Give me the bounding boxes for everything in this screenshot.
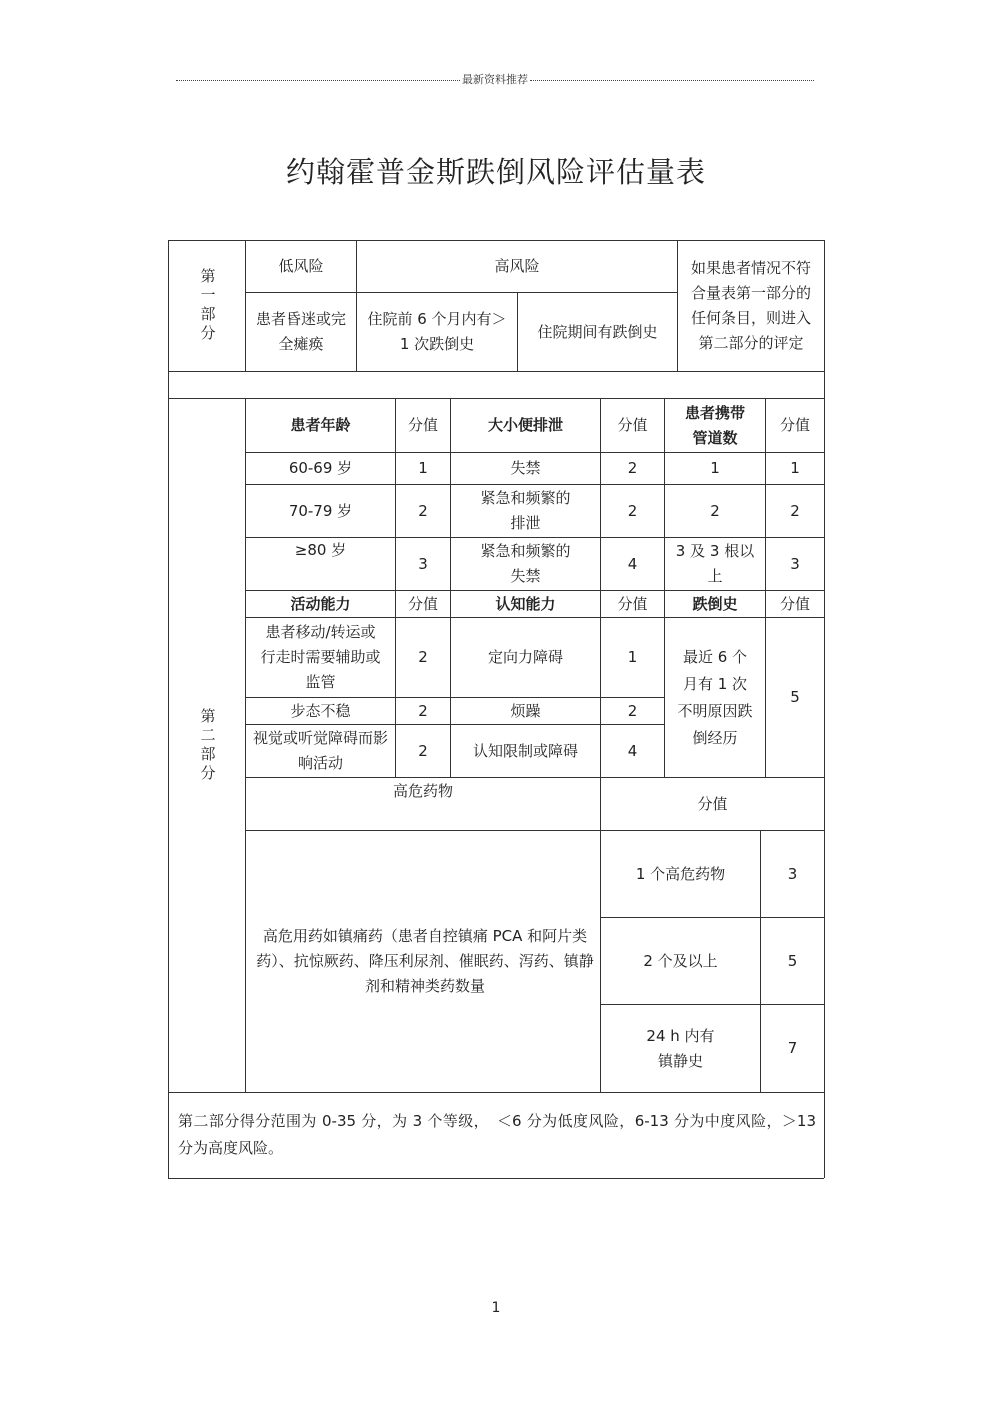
tubes-cell: 3 及 3 根以上: [675, 542, 755, 585]
age-cell: 70-79 岁: [288, 501, 353, 520]
header-fall-history: 跌倒史: [692, 594, 738, 613]
header-score: 分值: [779, 416, 810, 434]
header-tubes: 患者携带管道数: [684, 403, 745, 447]
header-score: 分值: [779, 594, 810, 613]
score-cell: 4: [627, 741, 638, 760]
header-score: 分值: [407, 416, 438, 434]
cognition-cell: 认知限制或障碍: [472, 741, 578, 760]
fall-history-cell: 最近 6 个月有 1 次不明原因跌倒经历: [677, 647, 753, 747]
part1-label: 第一部分: [198, 268, 217, 344]
excretion-cell: 紧急和频繁的排泄: [480, 489, 571, 532]
score-cell: 1: [790, 459, 800, 477]
score-cell: 2: [627, 459, 638, 477]
low-risk-item: 患者昏迷或完全瘫痪: [256, 310, 347, 353]
fall-history-score: 5: [790, 688, 800, 706]
score-cell: 2: [418, 648, 428, 666]
high-risk-item-2: 住院期间有跌倒史: [537, 322, 658, 341]
score-cell: 1: [627, 648, 638, 666]
header-dots-right: [530, 80, 814, 81]
age-cell: ≥80 岁: [294, 541, 347, 559]
drug-option-score: 3: [787, 864, 798, 883]
excretion-cell: 失禁: [510, 459, 541, 477]
score-cell: 2: [418, 701, 428, 720]
drug-option-label: 2 个及以上: [643, 951, 718, 970]
mobility-cell: 步态不稳: [290, 701, 351, 720]
mobility-cell: 患者移动/转运或行走时需要辅助或监管: [260, 623, 381, 691]
drug-heading: 高危药物: [392, 781, 453, 800]
low-risk-heading: 低风险: [278, 257, 324, 275]
drug-score-heading: 分值: [697, 794, 728, 813]
page-title: 约翰霍普金斯跌倒风险评估量表: [285, 155, 706, 189]
header-excretion: 大小便排泄: [487, 416, 563, 434]
header-text: 最新资料推荐: [462, 73, 528, 86]
drug-option-score: 5: [787, 951, 798, 970]
score-cell: 2: [627, 701, 638, 720]
high-risk-heading: 高风险: [494, 257, 540, 275]
header-score: 分值: [617, 416, 648, 434]
part2-label: 第二部分: [198, 707, 217, 784]
excretion-cell: 紧急和频繁的失禁: [480, 542, 571, 585]
scoring-summary: 第二部分得分范围为 0-35 分，为 3 个等级， ＜6 分为低度风险，6-13 分为中度风险，＞13 分为高度风险。: [178, 1112, 816, 1157]
header-score: 分值: [617, 594, 648, 613]
score-cell: 3: [418, 554, 428, 573]
header-score: 分值: [407, 594, 438, 613]
mobility-cell: 视觉或听觉障碍而影响活动: [252, 729, 388, 772]
drug-description: 高危用药如镇痛药（患者自控镇痛 PCA 和阿片类药）、抗惊厥药、降压利尿剂、催眠药、泻药、镇静剂和精神类药数量: [256, 927, 594, 995]
cognition-cell: 定向力障碍: [487, 648, 563, 666]
page-number: 1: [491, 1300, 501, 1316]
score-cell: 3: [790, 554, 800, 573]
header-cognition: 认知能力: [495, 594, 556, 613]
header-dots-left: [176, 80, 460, 81]
score-cell: 2: [790, 501, 800, 520]
score-cell: 4: [627, 554, 638, 573]
tubes-cell: 2: [710, 501, 720, 520]
part1-note: 如果患者情况不符合量表第一部分的任何条目，则进入第二部分的评定: [690, 259, 811, 352]
page-header: [176, 70, 814, 88]
drug-option-label: 1 个高危药物: [635, 864, 726, 883]
score-cell: 2: [627, 501, 638, 520]
score-cell: 2: [418, 741, 428, 760]
score-cell: 2: [418, 501, 428, 520]
cognition-cell: 烦躁: [510, 701, 541, 720]
header-age: 患者年龄: [290, 416, 351, 434]
tubes-cell: 1: [710, 459, 720, 477]
drug-option-label: 24 h 内有镇静史: [646, 1026, 715, 1070]
age-cell: 60-69 岁: [288, 459, 353, 477]
score-cell: 1: [418, 459, 428, 477]
high-risk-item-1: 住院前 6 个月内有＞1 次跌倒史: [367, 310, 507, 353]
drug-option-score: 7: [787, 1039, 798, 1057]
header-mobility: 活动能力: [290, 594, 351, 613]
